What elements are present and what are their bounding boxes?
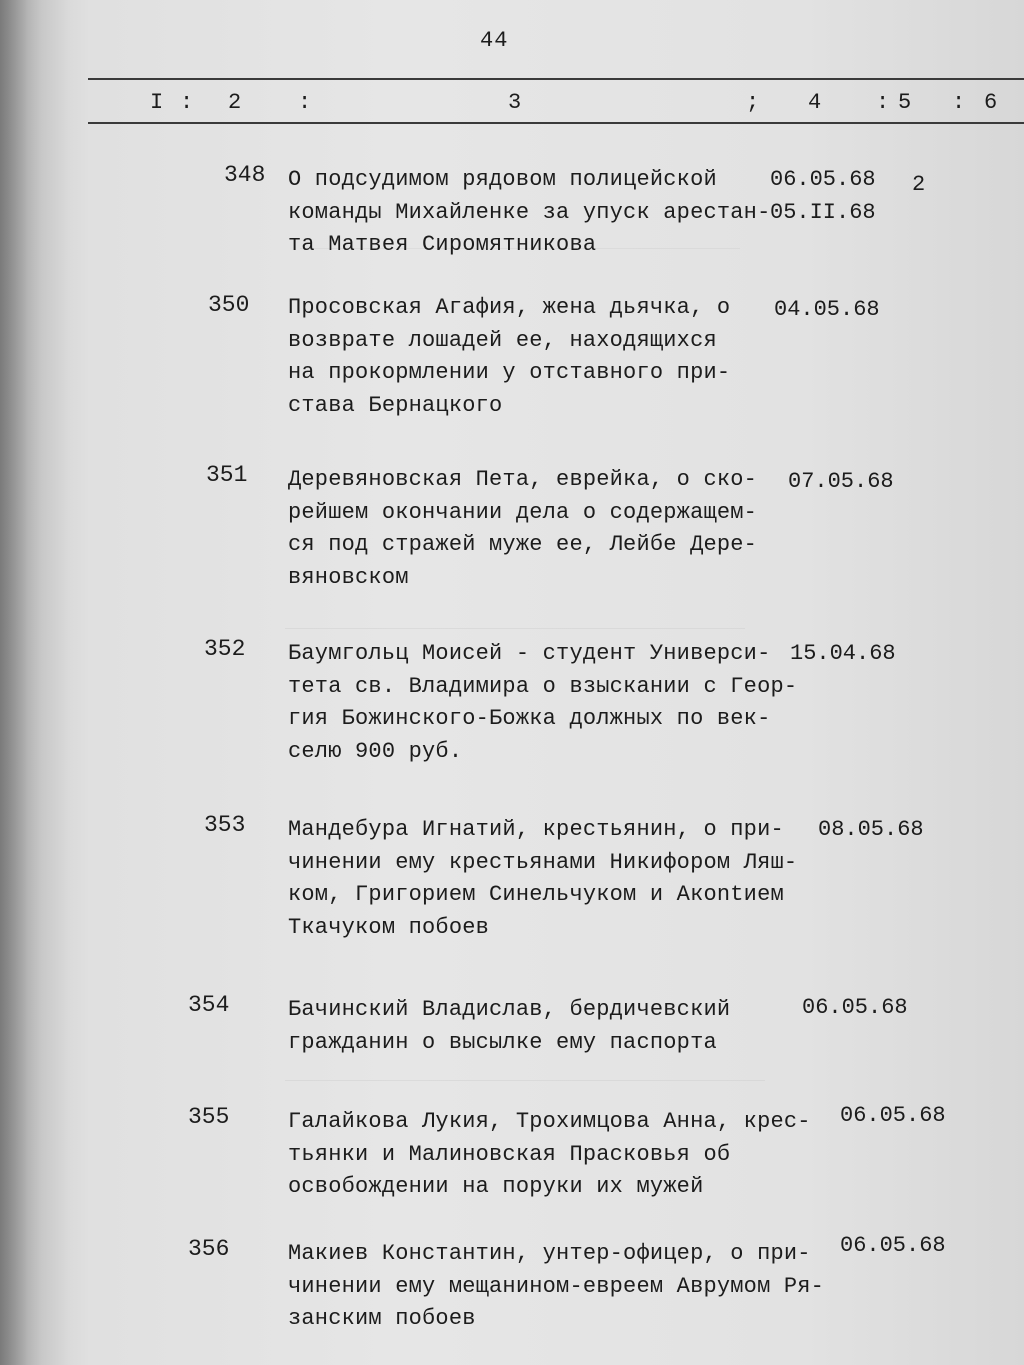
entry-date: 06.05.68	[802, 995, 908, 1020]
description-line: ком, Григорием Синельчуком и Акontием	[288, 882, 784, 907]
description-line: гия Божинского-Божка должных по век-	[288, 706, 771, 731]
column-header-1: I	[150, 90, 164, 115]
description-line: О подсудимом рядовом полицейской	[288, 167, 717, 192]
entry-date: 05.II.68	[770, 199, 876, 225]
entry-dates	[802, 992, 908, 1025]
description-line: ся под стражей муже ее, Лейбе Дере-	[288, 532, 758, 557]
description-line: Мандебура Игнатий, крестьянин, о при-	[288, 817, 784, 842]
entry-date: 06.05.68	[770, 167, 876, 192]
entry-date: 06.05.68	[840, 1233, 946, 1258]
header-rule-top	[88, 78, 1024, 80]
entry-sheets: 2	[912, 172, 926, 197]
description-line: гражданин о высылке ему паспорта	[288, 1029, 717, 1055]
description-line: Макиев Константин, унтер-офицер, о при-	[288, 1241, 811, 1266]
column-header-6: 6	[984, 90, 998, 115]
column-header-separator: ;	[746, 90, 760, 115]
description-line: Деревяновская Пета, еврейка, о ско-	[288, 467, 758, 492]
entry-dates	[770, 164, 876, 229]
entry-description	[288, 638, 808, 768]
column-header-3: 3	[508, 90, 522, 115]
entry-description	[288, 1106, 811, 1204]
entry-description	[288, 814, 808, 944]
description-line: Галайкова Лукия, Трохимцова Анна, крес-	[288, 1109, 811, 1134]
bleed-through-mark	[285, 1060, 765, 1081]
description-line: занским побоев	[288, 1306, 476, 1331]
entry-number: 355	[188, 1104, 230, 1130]
description-line: тьянки и Малиновская Прасковья об	[288, 1141, 731, 1167]
column-header-separator: :	[298, 90, 312, 115]
description-line: чинении ему крестьянами Никифором Ляш-	[288, 849, 798, 875]
header-rule-bottom	[88, 122, 1024, 124]
description-line: рейшем окончании дела о содержащем-	[288, 499, 758, 525]
entry-dates	[818, 814, 924, 847]
description-line: Бачинский Владислав, бердичевский	[288, 997, 731, 1022]
description-line: става Бернацкого	[288, 392, 503, 418]
entry-description	[288, 1238, 825, 1336]
description-line: возврате лошадей ее, находящихся	[288, 327, 717, 353]
entry-number: 348	[224, 162, 266, 188]
description-line: Баумгольц Моисей - студент Универси-	[288, 641, 771, 666]
description-line: команды Михайленке за упуск арестан-	[288, 199, 771, 225]
entry-date: 08.05.68	[818, 817, 924, 842]
description-line: Просовская Агафия, жена дьячка, о	[288, 295, 731, 320]
entry-dates	[840, 1230, 946, 1263]
description-line: на прокормлении у отставного при-	[288, 360, 731, 385]
column-header-separator: :	[952, 90, 966, 115]
entry-number: 353	[204, 812, 246, 838]
description-line: Ткачуком побоев	[288, 914, 490, 940]
binding-shadow	[0, 0, 70, 1365]
description-line: освобождении на поруки их мужей	[288, 1174, 704, 1199]
entry-description	[288, 464, 808, 594]
column-header-2: 2	[228, 90, 242, 115]
description-line: та Матвея Сиромятникова	[288, 232, 597, 257]
entry-description	[288, 292, 808, 422]
entry-number: 356	[188, 1236, 230, 1262]
description-line: вяновском	[288, 564, 409, 590]
description-line: чинении ему мещанином-евреем Аврумом Ря-	[288, 1273, 825, 1299]
page-number: 44	[480, 28, 509, 53]
entry-number: 350	[208, 292, 250, 318]
entry-date: 06.05.68	[840, 1103, 946, 1128]
entry-dates	[790, 638, 896, 671]
column-header-5: 5	[898, 90, 912, 115]
column-header-separator: :	[876, 90, 890, 115]
entry-date: 07.05.68	[788, 469, 894, 494]
entry-number: 351	[206, 462, 248, 488]
entry-date: 15.04.68	[790, 641, 896, 666]
entry-dates	[840, 1100, 946, 1133]
entry-dates	[774, 294, 880, 327]
column-header-separator: :	[180, 90, 194, 115]
entry-number: 354	[188, 992, 230, 1018]
entry-description	[288, 994, 808, 1059]
entry-dates	[788, 466, 894, 499]
entry-number: 352	[204, 636, 246, 662]
description-line: селю 900 руб.	[288, 738, 463, 764]
entry-description	[288, 164, 808, 262]
description-line: тета св. Владимира о взыскании с Геор-	[288, 673, 798, 699]
column-header-4: 4	[808, 90, 822, 115]
entry-date: 04.05.68	[774, 297, 880, 322]
